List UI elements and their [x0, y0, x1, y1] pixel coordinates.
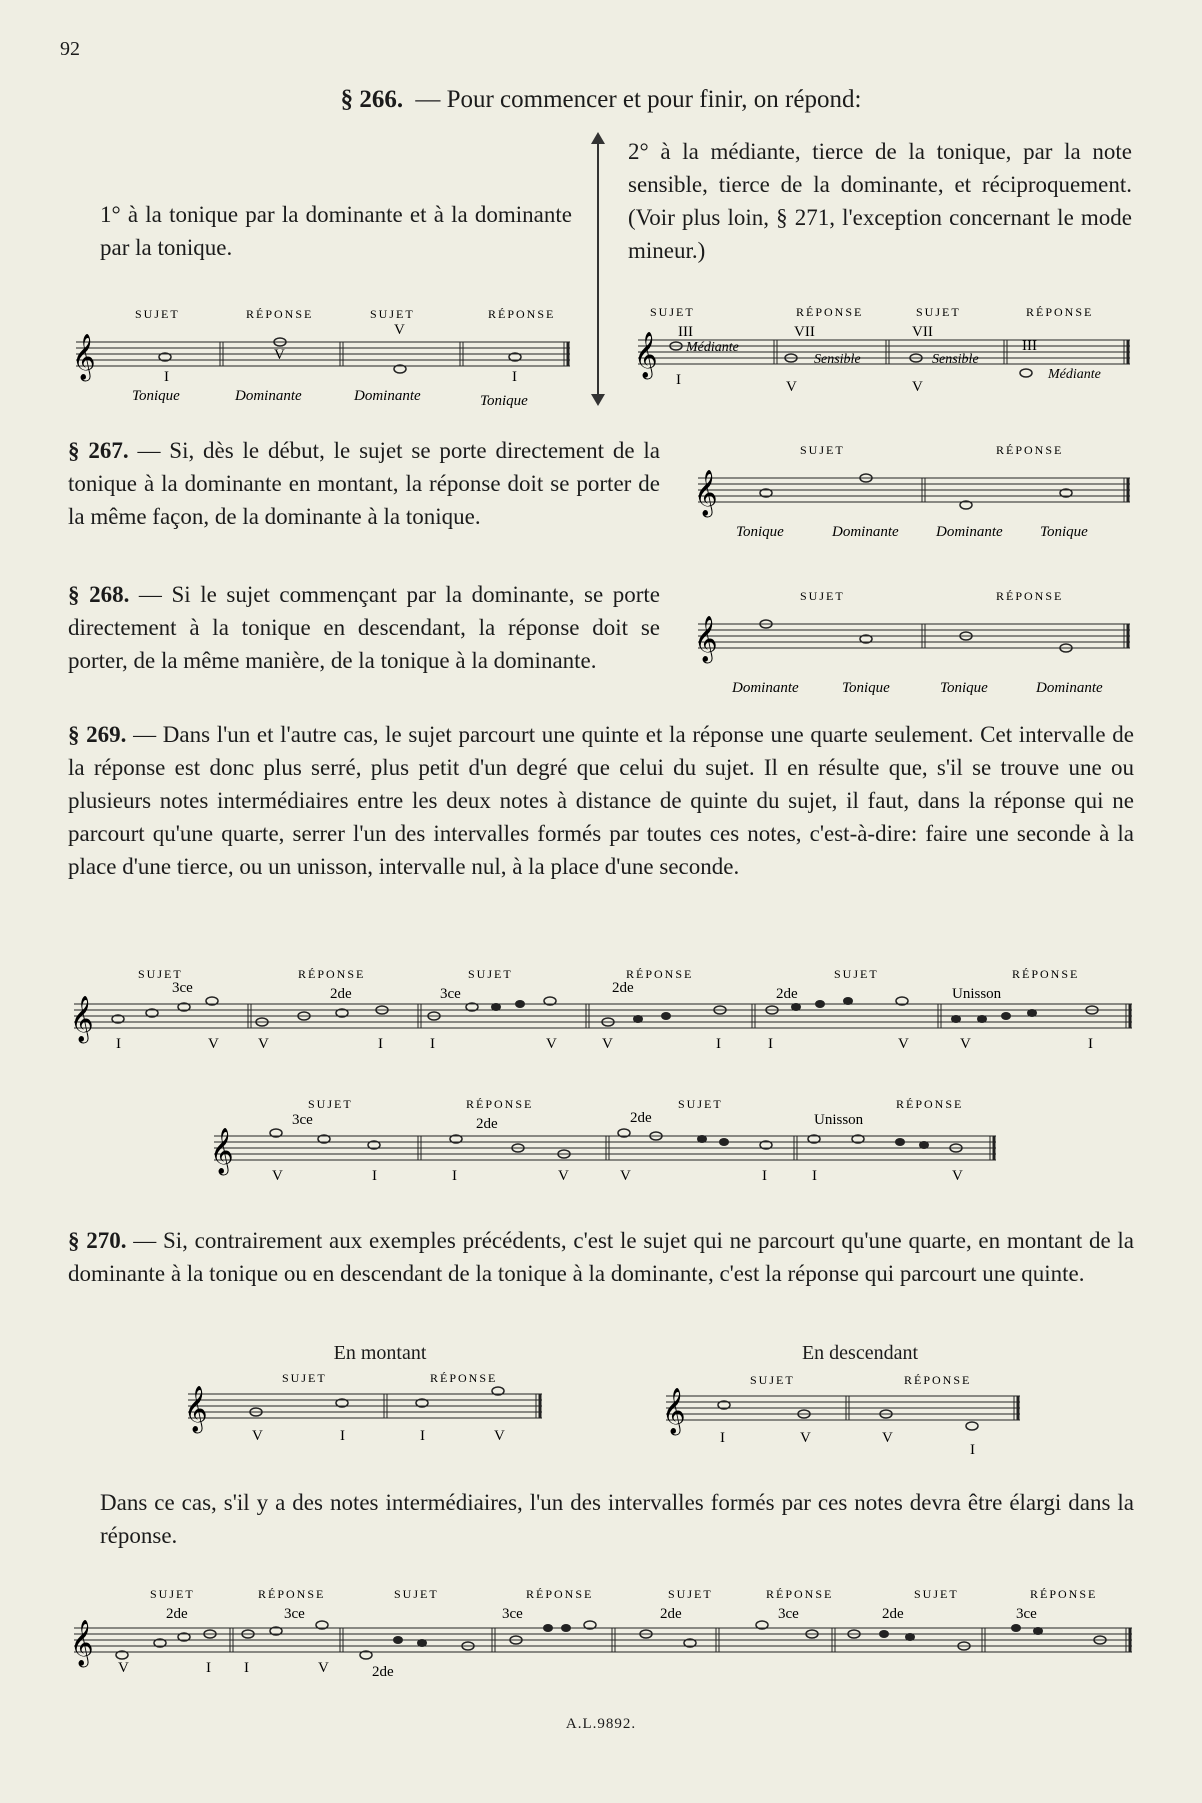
note	[1020, 369, 1032, 377]
section-268-text: — Si le sujet commençant par la dominante, se porte directement à la tonique en descendant, la réponse doit se porter, de la même manière, de la tonique à la dominante.	[68, 582, 661, 673]
section-266-number: § 266.	[340, 86, 404, 113]
degree-V: V	[546, 1036, 557, 1052]
label-reponse: RÉPONSE	[1030, 1587, 1098, 1601]
note	[543, 1624, 553, 1632]
degree-V: V	[274, 347, 285, 363]
degree-V: V	[252, 1428, 263, 1444]
label-sujet: SUJET	[678, 1097, 723, 1111]
degree-I: I	[340, 1428, 345, 1444]
label-sujet: SUJET	[138, 967, 183, 981]
degree-I: I	[420, 1428, 425, 1444]
label-sujet: SUJET	[282, 1371, 327, 1385]
label-sensible: Sensible	[814, 352, 861, 367]
label-seconde: 2de	[476, 1116, 498, 1132]
degree-V: V	[786, 379, 797, 395]
label-sujet: SUJET	[135, 307, 180, 321]
section-269	[68, 718, 1134, 883]
degree-I: I	[970, 1442, 975, 1458]
note	[1001, 1012, 1011, 1020]
footer-plate-number: A.L.9892.	[565, 1716, 637, 1732]
note	[977, 1015, 987, 1023]
degree-V: V	[494, 1428, 505, 1444]
label-reponse: RÉPONSE	[766, 1587, 834, 1601]
label-reponse: RÉPONSE	[488, 307, 556, 321]
label-sujet: SUJET	[308, 1097, 353, 1111]
label-reponse: RÉPONSE	[1026, 305, 1094, 319]
label-sujet: SUJET	[370, 307, 415, 321]
degree-V: V	[394, 322, 405, 338]
label-tierce: 3ce	[292, 1112, 313, 1128]
degree-V: V	[118, 1660, 129, 1676]
label-reponse: RÉPONSE	[904, 1373, 972, 1387]
degree-I: I	[372, 1168, 377, 1184]
note	[561, 1624, 571, 1632]
column-divider	[597, 140, 599, 402]
label-tierce: 3ce	[1016, 1606, 1037, 1622]
note	[879, 1630, 889, 1638]
label-sujet: SUJET	[800, 443, 845, 457]
degree-I: I	[164, 369, 169, 385]
degree-VII: VII	[912, 324, 933, 340]
label-sujet: SUJET	[150, 1587, 195, 1601]
divider-arrow-down-icon	[591, 394, 605, 406]
music-example-elargi	[72, 1582, 1138, 1682]
note	[719, 1138, 729, 1146]
label-sujet: SUJET	[914, 1587, 959, 1601]
note	[843, 997, 853, 1005]
note	[417, 1639, 427, 1647]
label-reponse: RÉPONSE	[896, 1097, 964, 1111]
label-seconde: 2de	[660, 1606, 682, 1622]
label-seconde: 2de	[372, 1664, 394, 1680]
label-mediante: Médiante	[686, 340, 739, 355]
notes	[718, 1401, 978, 1430]
music-example-269-row-1	[72, 960, 1138, 1060]
section-270-number: § 270.	[68, 1228, 127, 1253]
section-266-left-text: 1° à la tonique par la dominante et à la dominante par la tonique.	[100, 202, 572, 260]
degree-I: I	[452, 1168, 457, 1184]
section-267	[68, 434, 660, 533]
label-seconde: 2de	[166, 1606, 188, 1622]
label-tonique: Tonique	[480, 393, 528, 409]
label-dominante: Dominante	[354, 388, 421, 404]
treble-clef-icon: 𝄞	[184, 1386, 208, 1431]
label-dominante: Dominante	[235, 388, 302, 404]
filled-notes	[393, 1624, 1043, 1647]
label-tierce: 3ce	[440, 986, 461, 1002]
treble-clef-icon: 𝄞	[210, 1128, 234, 1173]
label-dominante: Dominante	[936, 524, 1003, 540]
degree-V: V	[258, 1036, 269, 1052]
label-tonique: Tonique	[940, 680, 988, 696]
degree-V: V	[272, 1168, 283, 1184]
label-unisson: Unisson	[814, 1112, 864, 1128]
label-sujet: SUJET	[834, 967, 879, 981]
note	[1033, 1627, 1043, 1635]
treble-clef-icon: 𝄞	[72, 334, 96, 379]
section-269-number: § 269.	[68, 722, 127, 747]
degree-I: I	[762, 1168, 767, 1184]
section-266-heading	[0, 86, 1202, 114]
label-sujet: SUJET	[800, 589, 845, 603]
music-example-mediant-leading-tone	[636, 284, 1136, 404]
staff-lines	[188, 1394, 542, 1418]
degree-V: V	[882, 1430, 893, 1446]
section-266-text: — Pour commencer et pour finir, on répond:	[415, 86, 862, 113]
section-268-number: § 268.	[68, 582, 130, 607]
degree-III: III	[678, 324, 693, 340]
music-example-en-descendant	[664, 1370, 1024, 1470]
note	[905, 1633, 915, 1641]
degree-V: V	[898, 1036, 909, 1052]
degree-I: I	[378, 1036, 383, 1052]
label-tonique: Tonique	[842, 680, 890, 696]
section-270-text: — Si, contrairement aux exemples précédents, c'est le sujet qui ne parcourt qu'une quarte, en montant de la dominante à la tonique ou en descendant de la tonique à la dominante, c'est la réponse qui parcourt une quinte.	[68, 1228, 1135, 1286]
label-seconde: 2de	[330, 986, 352, 1002]
degree-V: V	[602, 1036, 613, 1052]
label-seconde: 2de	[882, 1606, 904, 1622]
label-reponse: RÉPONSE	[466, 1097, 534, 1111]
label-unisson: Unisson	[952, 986, 1002, 1002]
degree-III: III	[1022, 338, 1037, 354]
section-267-number: § 267.	[68, 438, 129, 463]
note	[895, 1138, 905, 1146]
degree-I: I	[512, 369, 517, 385]
degree-I: I	[116, 1036, 121, 1052]
music-example-267	[696, 430, 1136, 550]
label-tierce: 3ce	[172, 980, 193, 996]
music-example-en-montant	[186, 1366, 546, 1456]
section-270-continuation: Dans ce cas, s'il y a des notes intermédiaires, l'un des intervalles formés par ces notes devra être élargi dans la réponse.	[100, 1490, 1134, 1548]
degree-V: V	[800, 1430, 811, 1446]
section-268	[68, 578, 660, 677]
note	[919, 1141, 929, 1149]
treble-clef-icon: 𝄞	[694, 616, 718, 661]
section-266-right-text: 2° à la médiante, tierce de la tonique, par la note sensible, tierce de la dominante, et réciproquement. (Voir plus loin, § 271, l'exception concernant le mode mineur.)	[628, 139, 1132, 263]
note	[661, 1012, 671, 1020]
music-example-268	[696, 576, 1136, 696]
note	[697, 1135, 707, 1143]
staff-lines	[214, 1136, 996, 1160]
note	[515, 1000, 525, 1008]
label-sujet: SUJET	[668, 1587, 713, 1601]
degree-VII: VII	[794, 324, 815, 340]
label-dominante: Dominante	[832, 524, 899, 540]
degree-I: I	[1088, 1036, 1093, 1052]
label-reponse: RÉPONSE	[526, 1587, 594, 1601]
treble-clef-icon: 𝄞	[662, 1388, 686, 1433]
label-tonique: Tonique	[736, 524, 784, 540]
label-sujet: SUJET	[750, 1373, 795, 1387]
label-mediante: Médiante	[1048, 367, 1101, 382]
label-dominante: Dominante	[732, 680, 799, 696]
degree-V: V	[960, 1036, 971, 1052]
page-number: 92	[60, 38, 80, 60]
label-tierce: 3ce	[778, 1606, 799, 1622]
label-tierce: 3ce	[502, 1606, 523, 1622]
music-example-269-row-2	[212, 1094, 1012, 1194]
label-reponse: RÉPONSE	[258, 1587, 326, 1601]
music-example-tonic-dominant	[70, 290, 580, 410]
label-sujet: SUJET	[650, 305, 695, 319]
degree-I: I	[430, 1036, 435, 1052]
label-seconde: 2de	[630, 1110, 652, 1126]
note	[491, 1003, 501, 1011]
note	[633, 1015, 643, 1023]
degree-V: V	[952, 1168, 963, 1184]
note	[966, 1422, 978, 1430]
degree-V: V	[208, 1036, 219, 1052]
degree-I: I	[812, 1168, 817, 1184]
label-tonique: Tonique	[1040, 524, 1088, 540]
staff-lines	[74, 1628, 1132, 1652]
note	[1027, 1009, 1037, 1017]
notes	[760, 474, 1072, 509]
label-sujet: SUJET	[394, 1587, 439, 1601]
label-tierce: 3ce	[284, 1606, 305, 1622]
note	[393, 1636, 403, 1644]
label-seconde: 2de	[776, 986, 798, 1002]
degree-I: I	[768, 1036, 773, 1052]
label-reponse: RÉPONSE	[298, 967, 366, 981]
label-sensible: Sensible	[932, 352, 979, 367]
note	[815, 1000, 825, 1008]
label-reponse: RÉPONSE	[246, 307, 314, 321]
section-267-text: — Si, dès le début, le sujet se porte directement de la tonique à la dominante en montant, la réponse doit se porter de la même façon, de la dominante à la tonique.	[68, 438, 661, 529]
label-tonique: Tonique	[132, 388, 180, 404]
label-dominante: Dominante	[1036, 680, 1103, 696]
label-reponse: RÉPONSE	[626, 967, 694, 981]
note	[791, 1003, 801, 1011]
label-seconde: 2de	[612, 980, 634, 996]
section-270	[68, 1224, 1134, 1290]
degree-I: I	[676, 372, 681, 388]
degree-V: V	[620, 1168, 631, 1184]
degree-I: I	[206, 1660, 211, 1676]
label-reponse: RÉPONSE	[430, 1371, 498, 1385]
label-sujet: SUJET	[916, 305, 961, 319]
degree-V: V	[558, 1168, 569, 1184]
label-reponse: RÉPONSE	[996, 589, 1064, 603]
degree-V: V	[318, 1660, 329, 1676]
label-reponse: RÉPONSE	[796, 305, 864, 319]
caption-en-descendant: En descendant	[801, 1342, 919, 1364]
degree-I: I	[716, 1036, 721, 1052]
treble-clef-icon: 𝄞	[694, 470, 718, 515]
note	[951, 1015, 961, 1023]
treble-clef-icon: 𝄞	[70, 996, 94, 1041]
treble-clef-icon: 𝄞	[70, 1620, 94, 1665]
degree-I: I	[244, 1660, 249, 1676]
label-reponse: RÉPONSE	[1012, 967, 1080, 981]
section-269-text: — Dans l'un et l'autre cas, le sujet parcourt une quinte et la réponse une quarte seulement. Cet intervalle de la réponse est donc plus serré, plus petit d'un degré que celui du sujet. Il en résulte que, s'il se trouve une ou plusieurs notes intermédiaires entre les deux notes à distance de quinte du sujet, il faut, dans la réponse qui ne parcourt qu'une quarte, serrer l'un des intervalles formés par toutes ces notes, c'est-à-dire: faire une seconde à la place d'une tierce, ou un unisson, intervalle nul, à la place d'une seconde.	[68, 722, 1135, 879]
treble-clef-icon: 𝄞	[634, 332, 658, 377]
caption-en-montant: En montant	[333, 1342, 427, 1364]
staff-lines	[76, 342, 570, 366]
degree-I: I	[720, 1430, 725, 1446]
degree-V: V	[912, 379, 923, 395]
note	[1011, 1624, 1021, 1632]
label-sujet: SUJET	[468, 967, 513, 981]
label-reponse: RÉPONSE	[996, 443, 1064, 457]
